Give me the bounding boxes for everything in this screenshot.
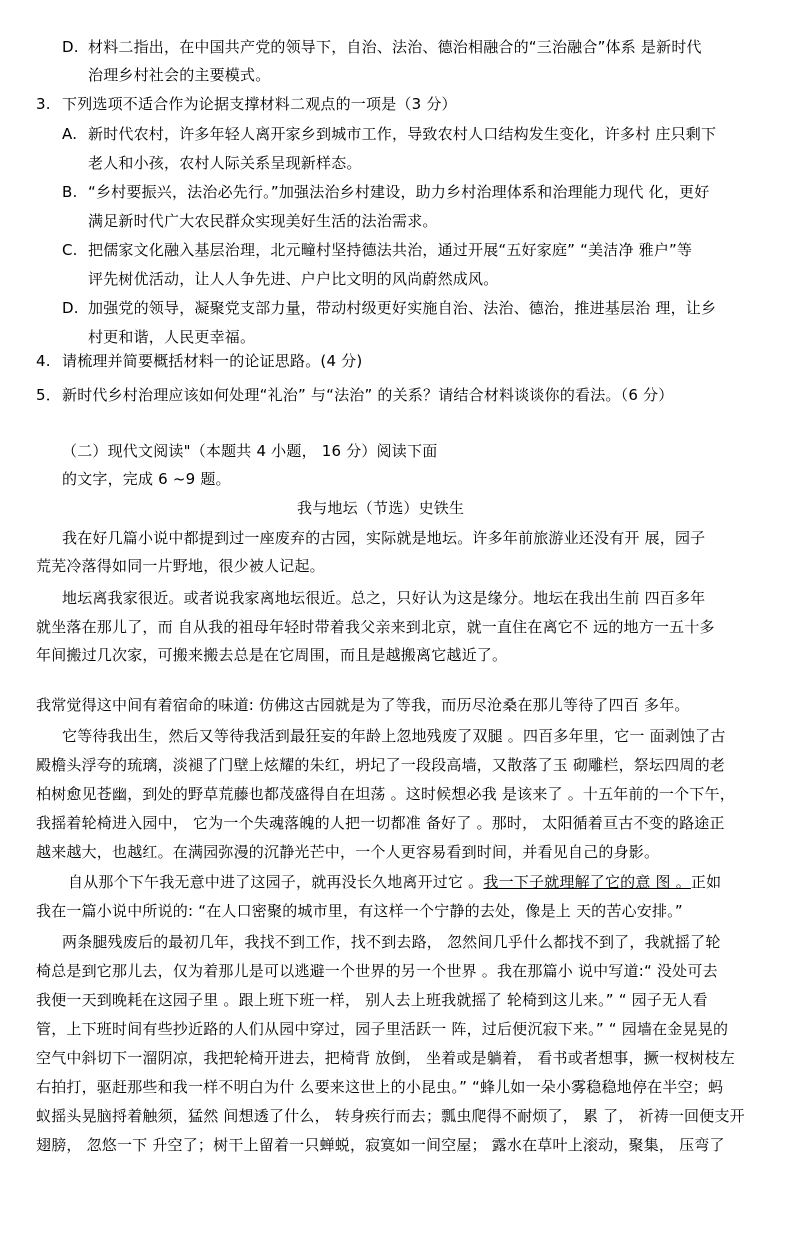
- article-paragraph-6-line2: 椅总是到它那儿去，仅为着那儿是可以逃避一个世界的另一个世界 。我在那篇小 说中写道:“ 没处可去: [36, 962, 718, 980]
- article-paragraph-5-line1: [68, 872, 721, 892]
- q3-option-d-label: D.: [62, 299, 79, 317]
- article-title: 我与地坛（节选）史铁生: [297, 499, 465, 517]
- q2-option-d-label: D.: [62, 38, 79, 56]
- article-paragraph-5-line2: 我在一篇小说中所说的: “在人口密聚的城市里，有这样一个宁静的去处，像是上 天的苦心安排。”: [36, 902, 683, 920]
- q5-text: 新时代乡村治理应该如何处理“礼治” 与“法治” 的关系？请结合材料谈谈你的看法。（6 分）: [62, 386, 674, 404]
- q2-option-d-line2: 治理乡村社会的主要模式。: [88, 66, 271, 84]
- article-paragraph-1-line2: 荒芜冷落得如同一片野地，很少被人记起。: [36, 557, 325, 575]
- q3-option-c-label: C.: [62, 241, 78, 259]
- article-paragraph-5-text-c: 正如: [690, 873, 722, 891]
- q5-number: 5．: [36, 386, 61, 404]
- article-paragraph-6-line6: 右拍打，驱赶那些和我一样不明白为什 么要来这世上的小昆虫。” “蜂儿如一朵小雾稳稳地停在半空；蚂: [36, 1078, 724, 1096]
- q3-option-d-line2: 村更和谐，人民更幸福。: [88, 328, 256, 346]
- q3-option-a-line1: 新时代农村，许多年轻人离开家乡到城市工作，导致农村人口结构发生变化，许多村 庄只剩下: [88, 125, 717, 143]
- underlined-sentence: 我一下子就理解了它的意 图 。: [483, 873, 691, 891]
- q3-option-c-line1: 把儒家文化融入基层治理，北元疃村坚持德法共治，通过开展“五好家庭” “美洁净 雅户”等: [88, 241, 693, 259]
- article-paragraph-2-line2: 就坐落在那儿了，而 自从我的祖母年轻时带着我父亲来到北京，就一直住在离它不 远的地方一五十多: [36, 618, 715, 636]
- q4-number: 4.: [36, 352, 51, 370]
- q4-text: 请梳理并简要概括材料一的论证思路。(4 分): [62, 352, 363, 370]
- q3-number: 3.: [36, 95, 51, 113]
- article-paragraph-4-line1: 它等待我出生，然后又等待我活到最狂妄的年龄上忽地残废了双腿 。四百多年里，它一 面剥蚀了古: [62, 727, 726, 745]
- article-paragraph-6-line4: 管，上下班时间有些抄近路的人们从园中穿过，园子里活跃一 阵，过后便沉寂下来。” “ 园墙在金晃晃的: [36, 1020, 729, 1038]
- article-paragraph-1-line1: 我在好几篇小说中都提到过一座废弃的古园，实际就是地坛。许多年前旅游业还没有开 展，园子: [62, 529, 706, 547]
- article-paragraph-6-line3: 我便一天到晚耗在这园子里 。跟上班下班一样， 别人去上班我就摇了 轮椅到这儿来。” “ 园子无人看: [36, 991, 708, 1009]
- section2-heading-line2: 的文字，完成 6 ~9 题。: [62, 470, 231, 488]
- q3-option-b-line2: 满足新时代广大农民群众实现美好生活的法治需求。: [88, 212, 438, 230]
- article-paragraph-3-line1: 我常觉得这中间有着宿命的味道: 仿佛这古园就是为了等我，而历尽沧桑在那儿等待了四百 多年。: [36, 696, 690, 714]
- q3-option-c-line2: 评先树优活动，让人人争先进、户户比文明的风尚蔚然成风。: [88, 270, 499, 288]
- article-paragraph-2-line1: 地坛离我家很近。或者说我家离地坛很近。总之，只好认为这是缘分。地坛在我出生前 四百多年: [62, 589, 706, 607]
- q2-option-d-line1: 材料二指出，在中国共产党的领导下，自治、法治、德治相融合的“三治融合”体系 是新时代: [88, 38, 702, 56]
- article-paragraph-6-line8: 翅膀， 忽悠一下 升空了；树干上留着一只蝉蜕，寂寞如一间空屋； 露水在草叶上滚动，聚集， 压弯了: [36, 1136, 725, 1154]
- q3-option-d-line1: 加强党的领导，凝聚党支部力量，带动村级更好实施自治、法治、德治，推进基层治 理，让乡: [88, 299, 717, 317]
- article-paragraph-6-line1: 两条腿残废后的最初几年，我找不到工作，找不到去路， 忽然间几乎什么都找不到了，我就摇了轮: [62, 933, 721, 951]
- article-paragraph-4-line3: 柏树愈见苍幽，到处的野草荒藤也都茂盛得自在坦荡 。这时候想必我 是该来了 。十五年前的一个下午，: [36, 785, 735, 803]
- section2-heading-line1: （二）现代文阅读"（本题共 4 小题， 16 分）阅读下面: [62, 442, 438, 460]
- article-paragraph-6-line5: 空气中斜切下一溜阴凉，我把轮椅开进去，把椅背 放倒， 坐着或是躺着， 看书或者想事，撅一杈树枝左: [36, 1049, 735, 1067]
- q3-option-b-line1: “乡村要振兴，法治必先行。”加强法治乡村建设，助力乡村治理体系和治理能力现代 化，更好: [88, 183, 710, 201]
- article-paragraph-2-line3: 年间搬过几次家，可搬来搬去总是在它周围，而且是越搬离它越近了。: [36, 646, 508, 664]
- article-paragraph-5-text-a: 自从那个下午我无意中进了这园子，就再没长久地离开过它 。: [68, 873, 484, 891]
- q3-stem: 下列选项不适合作为论据支撑材料二观点的一项是（3 分）: [62, 95, 457, 113]
- q3-option-b-label: B.: [62, 183, 78, 201]
- article-paragraph-4-line5: 越来越大，也越红。在满园弥漫的沉静光芒中，一个人更容易看到时间，并看见自己的身影。: [36, 843, 660, 861]
- q3-option-a-label: A.: [62, 125, 78, 143]
- article-paragraph-6-line7: 蚁摇头晃脑捋着触须，猛然 间想透了什么， 转身疾行而去；瓢虫爬得不耐烦了， 累 了， 祈祷一回便支开: [36, 1107, 745, 1125]
- article-paragraph-4-line2: 殿檐头浮夸的琉璃，淡褪了门壁上炫耀的朱红，坍圮了一段段高墙，又散落了玉 砌雕栏，祭坛四周的老: [36, 756, 725, 774]
- article-paragraph-4-line4: 我摇着轮椅进入园中， 它为一个失魂落魄的人把一切都准 备好了 。那时， 太阳循着亘古不变的路途正: [36, 814, 725, 832]
- q3-option-a-line2: 老人和小孩，农村人际关系呈现新样态。: [88, 154, 362, 172]
